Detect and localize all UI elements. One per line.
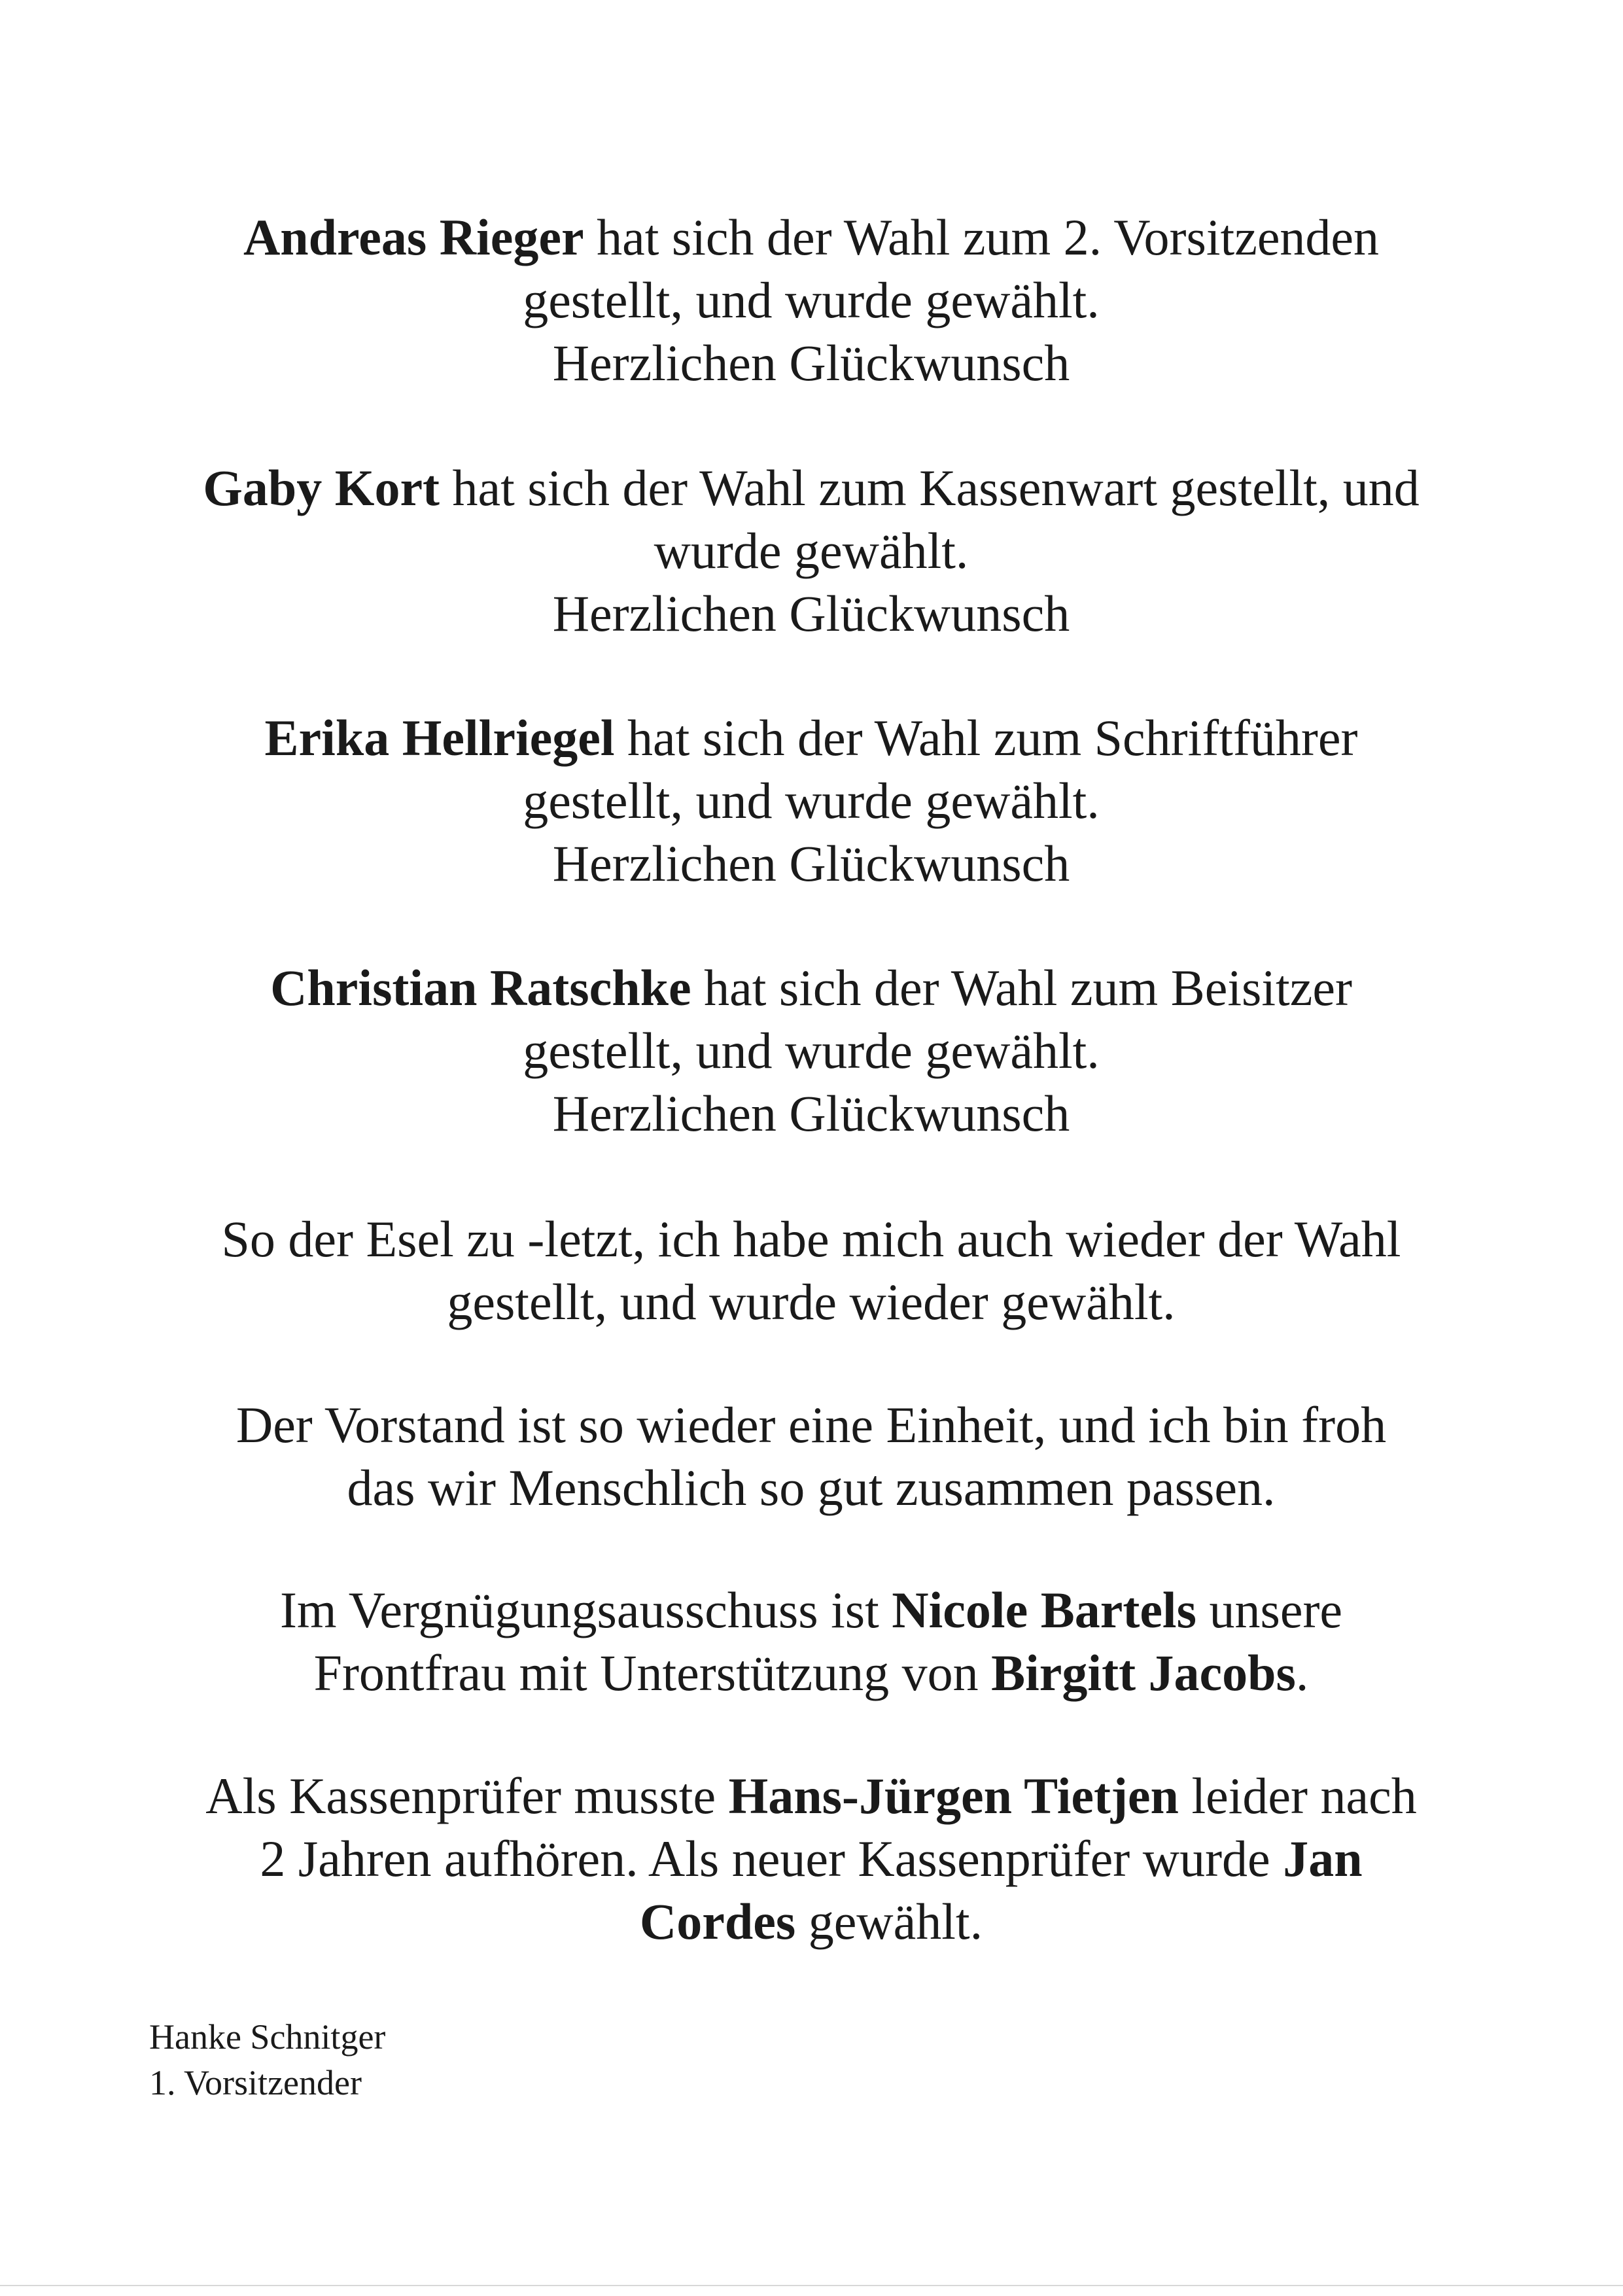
paragraph-line: gestellt, und wurde gewählt. xyxy=(523,1022,1100,1079)
paragraph-line xyxy=(118,1765,1505,1828)
paragraph-line xyxy=(118,1579,1505,1642)
paragraph-line xyxy=(118,707,1505,769)
election-paragraph-1 xyxy=(118,206,1505,395)
person-name: Andreas Rieger xyxy=(243,209,584,266)
paragraph-line xyxy=(118,457,1505,520)
paragraph-line: das wir Menschlich so gut zusammen passen. xyxy=(347,1459,1276,1516)
line-text: hat sich der Wahl zum Beisitzer xyxy=(691,959,1352,1016)
line-text: hat sich der Wahl zum Schriftführer xyxy=(614,709,1358,766)
auditor-paragraph xyxy=(118,1765,1505,1953)
paragraph-line xyxy=(118,206,1505,269)
line-text: unsere xyxy=(1196,1581,1343,1638)
paragraph-line: Der Vorstand ist so wieder eine Einheit, und ich bin froh xyxy=(236,1396,1387,1453)
person-name: Christian Ratschke xyxy=(270,959,691,1016)
chairman-paragraph xyxy=(118,1208,1505,1333)
line-text: hat sich der Wahl zum Kassenwart gestellt, und xyxy=(440,459,1420,516)
person-name: Jan xyxy=(1283,1830,1363,1887)
line-text: gewählt. xyxy=(795,1893,983,1950)
paragraph-line: gestellt, und wurde gewählt. xyxy=(523,772,1100,829)
paragraph-line: gestellt, und wurde gewählt. xyxy=(523,272,1100,328)
congratulation-line: Herzlichen Glückwunsch xyxy=(552,835,1070,892)
line-text: leider nach xyxy=(1178,1767,1417,1824)
congratulation-line: Herzlichen Glückwunsch xyxy=(552,334,1070,391)
line-text: 2 Jahren aufhören. Als neuer Kassenprüfer wurde xyxy=(260,1830,1283,1887)
paragraph-line xyxy=(118,1890,1505,1953)
paragraph-line: gestellt, und wurde wieder gewählt. xyxy=(447,1273,1176,1330)
person-name: Cordes xyxy=(639,1893,796,1950)
line-text: Im Vergnügungsausschuss ist xyxy=(279,1581,892,1638)
person-name: Gaby Kort xyxy=(203,459,440,516)
line-text: Als Kassenprüfer musste xyxy=(205,1767,729,1824)
signature-block xyxy=(149,2014,385,2106)
congratulation-line: Herzlichen Glückwunsch xyxy=(552,1085,1070,1142)
signature-name: Hanke Schnitger xyxy=(149,2017,386,2057)
line-text: . xyxy=(1295,1644,1309,1701)
committee-paragraph xyxy=(118,1579,1505,1704)
person-name: Birgitt Jacobs xyxy=(991,1644,1296,1701)
election-paragraph-3 xyxy=(118,707,1505,895)
paragraph-line xyxy=(118,1828,1505,1890)
signature-role: 1. Vorsitzender xyxy=(149,2063,362,2102)
congratulation-line: Herzlichen Glückwunsch xyxy=(552,585,1070,642)
paragraph-line xyxy=(118,957,1505,1019)
person-name: Erika Hellriegel xyxy=(264,709,615,766)
board-paragraph xyxy=(118,1394,1505,1519)
line-text: Frontfrau mit Unterstützung von xyxy=(313,1644,992,1701)
paragraph-line: wurde gewählt. xyxy=(654,522,969,579)
paragraph-line xyxy=(118,1642,1505,1704)
line-text: hat sich der Wahl zum 2. Vorsitzenden xyxy=(584,209,1380,266)
election-paragraph-2 xyxy=(118,457,1505,645)
person-name: Hans-Jürgen Tietjen xyxy=(728,1767,1179,1824)
person-name: Nicole Bartels xyxy=(892,1581,1196,1638)
paragraph-line: So der Esel zu -letzt, ich habe mich auch wieder der Wahl xyxy=(221,1210,1401,1267)
scan-edge-divider xyxy=(0,2285,1623,2286)
election-paragraph-4 xyxy=(118,957,1505,1145)
